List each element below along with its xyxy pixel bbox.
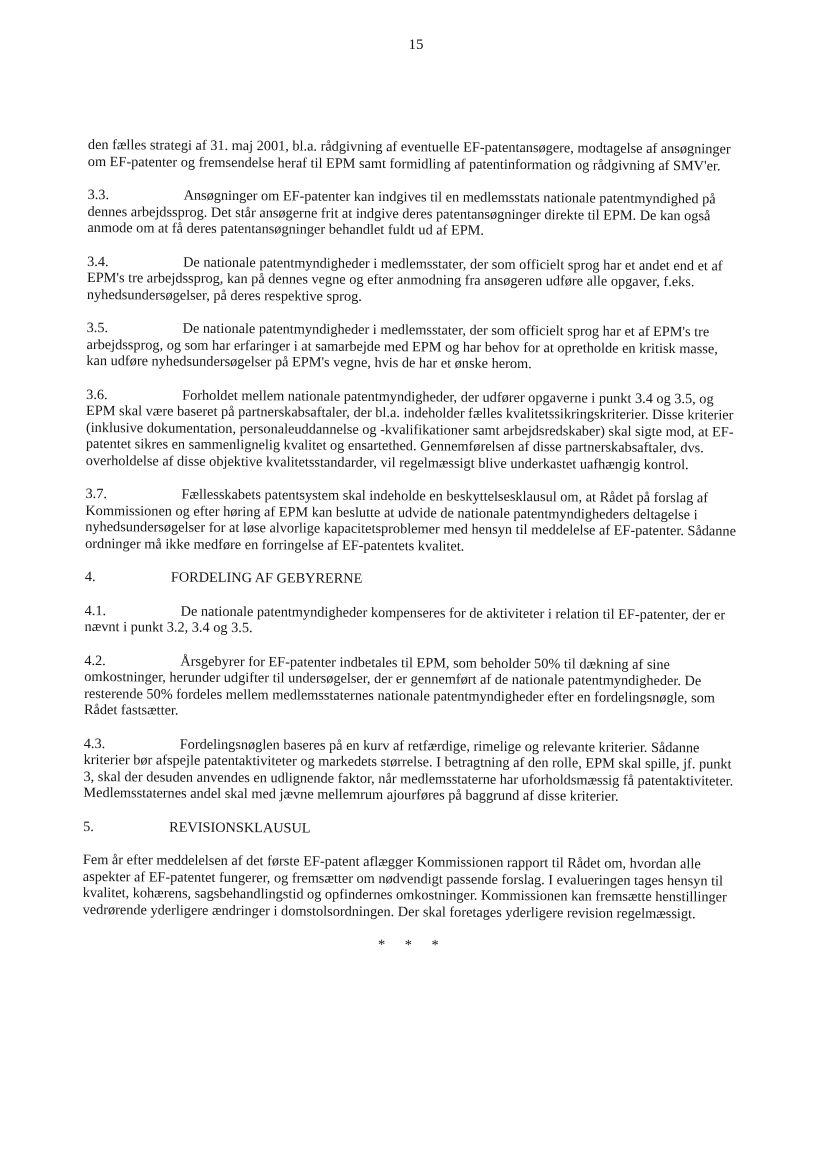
- paragraph-number: 3.4.: [87, 253, 109, 270]
- section-4-heading: [85, 569, 737, 590]
- paragraph-3-4: [87, 253, 739, 307]
- star-mark: *: [377, 937, 386, 954]
- end-stars: [82, 935, 734, 956]
- star-mark: *: [431, 937, 439, 954]
- section-title: FORDELING AF GEBYRERNE: [170, 569, 363, 587]
- section-title: REVISIONSKLAUSUL: [169, 819, 311, 837]
- paragraph-3-7: [85, 486, 737, 557]
- paragraph-4-2: [84, 652, 736, 723]
- paragraph-number: 3.5.: [86, 319, 109, 337]
- intro-paragraph: den fælles strategi af 31. maj 2001, bl.a. rådgivning af eventuelle EF-patentansøgere, modtagelse af ansøgninger om EF-patenter og fremsendelse heraf til EPM samt formidling af patentinformation og rådgivning af SMV'er.: [87, 137, 731, 174]
- paragraph-number: 4.1.: [84, 602, 107, 619]
- paragraph-text: Årsgebyrer for EF-patenter indbetales til EPM, som beholder 50% til dækning af sine omkostninger, herunder udgifter til undersøgelser, der er gennemført af de nationale patentmyndigheder. De resterende 50% fordeles mellem medlemsstaternes nationale patentmyndigheder efter en fordelingsnøgle, som Rådet fastsætter.: [83, 653, 715, 719]
- paragraph-3-5: [86, 320, 738, 374]
- star-mark: *: [404, 937, 412, 954]
- paragraph-text: Fællesskabets patentsystem skal indeholde en beskyttelsesklausul om, at Rådet på forslag af Kommissionen og efter høring af EPM kan beslutte at udvide de nationale patentmyndigheders deltagelse i nyhedsundersøgelser for at løse alvorlige kapacitetsproblemer med hensyn til meddelelse af EF-patenter. Sådanne ordninger må ikke medføre en forringelse af EF-patentets kvalitet.: [85, 486, 737, 555]
- paragraph-text: De nationale patentmyndigheder i medlemsstater, der som officielt sprog har et andet end et af EPM's tre arbejdssprog, kan på dennes vegne og efter anmodning fra ansøgeren udføre alle opgaver, f.eks. nyhedsundersøgelser, på deres respektive sprog.: [86, 254, 723, 305]
- document-body: [82, 137, 740, 956]
- paragraph-3-6: [86, 386, 739, 473]
- paragraph-number: 3.7.: [85, 485, 108, 503]
- paragraph-number: 4.3.: [83, 735, 106, 752]
- paragraph-text: Forholdet mellem nationale patentmyndigheder, der udfører opgaverne i punkt 3.4 og 3.5, og EPM skal være baseret på partnerskabsaftaler, der bl.a. indeholder fælles kvalitetssikringskriterier. Disse kriterier (inklusive dokumentation, personaleuddannelse og -kvalifikationer samt arbejdsredskaber) skal sigte mod, at EF-patentet sikres en sammenlignelig kvalitet og ensartethed. Gennemførelsen af disse partnerskabsaftaler, dvs. overholdelse af disse objektive kvalitetsstandarder, vil regelmæssigt blive underkastet uafhængig kontrol.: [85, 387, 734, 473]
- page-number: 15: [408, 37, 424, 53]
- closing-paragraph: Fem år efter meddelelsen af det første EF-patent aflægger Kommissionen rapport til Rådet om, hvordan alle aspekter af EF-patentet fungerer, og fremsætter om nødvendigt passende forslag. I evalueringen tages hensyn til kvalitet, kohærens, sagsbehandlingstid og opfindernes omkostninger. Kommissionen kan fremsætte henstillinger vedrørende yderligere ændringer i domstolsordningen. Der skal foretages yderligere revision regelmæssigt.: [82, 851, 727, 922]
- section-number: 4.: [84, 568, 96, 586]
- paragraph-text: De nationale patentmyndigheder i medlemsstater, der som officielt sprog har et af EPM's tre arbejdssprog, og som har erfaringer i at samarbejde med EPM og har behov for at opretholde en kritisk masse, kan udføre nyhedsundersøgelser på EPM's vegne, hvis de har et ønske herom.: [86, 320, 718, 373]
- paragraph-4-3: [83, 735, 735, 806]
- paragraph-number: 4.2.: [84, 652, 106, 669]
- paragraph-text: De nationale patentmyndigheder kompenseres for de aktiviteter i relation til EF-patenter, der er nævnt i punkt 3.2, 3.4 og 3.5.: [84, 603, 726, 637]
- paragraph-text: Fordelingsnøglen baseres på en kurv af retfærdige, rimelige og relevante kriterier. Sådanne kriterier bør afspejle patentaktiviteter og markedets størrelse. I betragtning af den rolle, EPM skal spille, jf. punkt 3, skal der desuden anvendes en udlignende faktor, når medlemsstaterne har uforholdsmæssig få patentaktiviteter. Medlemsstaternes andel skal med jævne mellemrum ajourføres på baggrund af disse kriterier.: [83, 736, 734, 805]
- section-number: 5.: [83, 818, 94, 835]
- paragraph-3-3: [87, 187, 739, 241]
- paragraph-text: Ansøgninger om EF-patenter kan indgives til en medlemsstats nationale patentmyndighed på dennes arbejdssprog. Det står ansøgerne frit at indgive deres patentansøgninger direkte til EPM. De kan også anmode om at få deres patentansøgninger behandlet fuldt ud af EPM.: [87, 187, 716, 239]
- paragraph-4-1: [85, 602, 737, 640]
- section-5-heading: [83, 818, 735, 839]
- paragraph-number: 3.3.: [87, 186, 110, 204]
- paragraph-number: 3.6.: [86, 386, 108, 403]
